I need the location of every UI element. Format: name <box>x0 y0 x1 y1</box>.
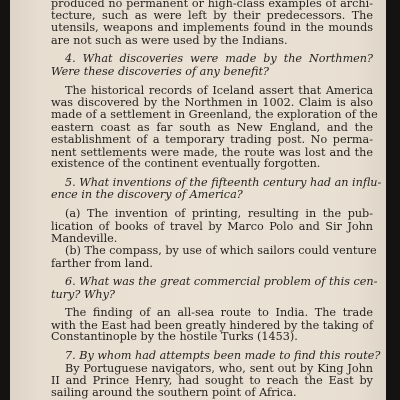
text-line: are not such as were used by the Indians. <box>51 34 288 47</box>
text-line: Constantinople by the hostile Turks (1453). <box>51 330 298 343</box>
text-line: tecture, such as were left by their predecessors. The <box>51 9 373 22</box>
book-page <box>10 0 386 400</box>
text-line: eastern coast as far south as New England, and the <box>51 121 373 134</box>
question-line: 7. By whom had attempts been made to find this route? <box>65 349 381 362</box>
text-line: sailing around the southern point of Africa. <box>51 386 297 399</box>
text-line: (a) The invention of printing, resulting in the pub- <box>65 207 373 220</box>
text-line: produced no permanent or high-class examples of archi- <box>51 0 373 10</box>
text-line: made of a settlement in Greenland, the exploration of the <box>51 108 378 121</box>
text-line: existence of the continent eventually forgotten. <box>51 157 321 170</box>
text-line: was discovered by the Northmen in 1002. Claim is also <box>51 96 373 109</box>
question-line: ence in the discovery of America? <box>51 188 243 201</box>
question-line: 6. What was the great commercial problem of this cen- <box>65 275 378 288</box>
question-line: Were these discoveries of any benefit? <box>51 65 269 78</box>
text-line: Mandeville. <box>51 232 118 245</box>
text-line: with the East had been greatly hindered by the taking of <box>51 319 374 332</box>
text-line: utensils, weapons and implements found in the mounds <box>51 21 373 34</box>
text-line: lication of books of travel by Marco Polo and Sir John <box>51 220 373 233</box>
question-line: 4. What discoveries were made by the Northmen? <box>65 52 373 65</box>
text-line: establishment of a temporary trading post. No perma- <box>51 133 373 146</box>
text-line: By Portuguese navigators, who, sent out by King John <box>65 362 373 375</box>
text-line: The finding of an all-sea route to India. The trade <box>65 306 373 319</box>
text-line: nent settlements were made, the route was lost and the <box>51 146 373 159</box>
question-line: 5. What inventions of the fifteenth century had an influ- <box>65 176 382 189</box>
text-line: (b) The compass, by use of which sailors could venture <box>65 244 377 257</box>
question-line: tury? Why? <box>51 288 115 301</box>
text-line: farther from land. <box>51 257 153 270</box>
text-line: II and Prince Henry, had sought to reach the East by <box>51 374 373 387</box>
text-line: The historical records of Iceland assert that America <box>65 84 373 97</box>
